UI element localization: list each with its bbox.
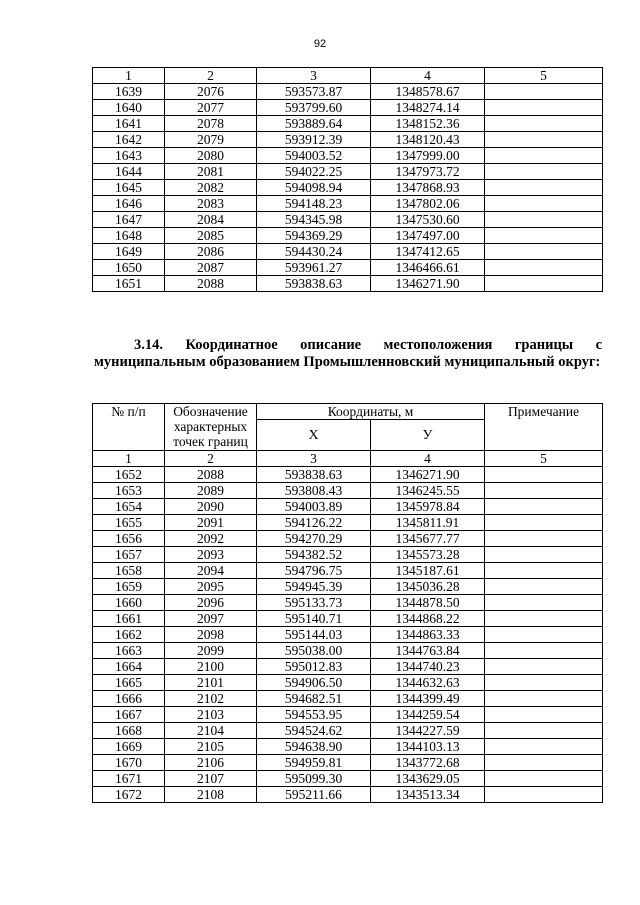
row-number: 1653 bbox=[93, 483, 165, 499]
table-row bbox=[93, 579, 603, 595]
note bbox=[485, 148, 603, 164]
table-row bbox=[93, 116, 603, 132]
coord-x: 593889.64 bbox=[257, 116, 371, 132]
row-number: 1656 bbox=[93, 531, 165, 547]
coord-y: 1347802.06 bbox=[371, 196, 485, 212]
coord-x: 594796.75 bbox=[257, 563, 371, 579]
row-number: 1659 bbox=[93, 579, 165, 595]
table-row bbox=[93, 691, 603, 707]
row-number: 1668 bbox=[93, 723, 165, 739]
table-header-row bbox=[93, 404, 603, 420]
note bbox=[485, 228, 603, 244]
table-row bbox=[93, 228, 603, 244]
note bbox=[485, 164, 603, 180]
point-number: 2089 bbox=[165, 483, 257, 499]
table-row bbox=[93, 84, 603, 100]
note bbox=[485, 116, 603, 132]
header-y: У bbox=[371, 420, 485, 451]
row-number: 1640 bbox=[93, 100, 165, 116]
coord-x: 594369.29 bbox=[257, 228, 371, 244]
column-number: 1 bbox=[93, 68, 165, 84]
row-number: 1658 bbox=[93, 563, 165, 579]
column-number-row bbox=[93, 68, 603, 84]
coord-x: 594148.23 bbox=[257, 196, 371, 212]
header-point-designation: Обозначение характерных точек границ bbox=[165, 404, 257, 451]
point-number: 2078 bbox=[165, 116, 257, 132]
point-number: 2093 bbox=[165, 547, 257, 563]
table-row bbox=[93, 515, 603, 531]
note bbox=[485, 611, 603, 627]
row-number: 1654 bbox=[93, 499, 165, 515]
coord-x: 595144.03 bbox=[257, 627, 371, 643]
coord-y: 1343513.34 bbox=[371, 787, 485, 803]
note bbox=[485, 563, 603, 579]
coord-x: 593961.27 bbox=[257, 260, 371, 276]
table-row bbox=[93, 260, 603, 276]
table-row bbox=[93, 164, 603, 180]
row-number: 1642 bbox=[93, 132, 165, 148]
table-row bbox=[93, 547, 603, 563]
coord-y: 1345573.28 bbox=[371, 547, 485, 563]
header-number: № п/п bbox=[93, 404, 165, 451]
boundary-coordinates-table bbox=[92, 403, 603, 803]
coord-y: 1344863.33 bbox=[371, 627, 485, 643]
note bbox=[485, 659, 603, 675]
coord-x: 593838.63 bbox=[257, 467, 371, 483]
table-row bbox=[93, 483, 603, 499]
table-row bbox=[93, 132, 603, 148]
point-number: 2081 bbox=[165, 164, 257, 180]
note bbox=[485, 100, 603, 116]
row-number: 1649 bbox=[93, 244, 165, 260]
column-number: 1 bbox=[93, 451, 165, 467]
note bbox=[485, 739, 603, 755]
point-number: 2100 bbox=[165, 659, 257, 675]
row-number: 1670 bbox=[93, 755, 165, 771]
coord-y: 1343772.68 bbox=[371, 755, 485, 771]
coord-x: 594430.24 bbox=[257, 244, 371, 260]
row-number: 1652 bbox=[93, 467, 165, 483]
coord-x: 595133.73 bbox=[257, 595, 371, 611]
coord-y: 1346271.90 bbox=[371, 467, 485, 483]
point-number: 2077 bbox=[165, 100, 257, 116]
coord-y: 1347999.00 bbox=[371, 148, 485, 164]
coord-y: 1344227.59 bbox=[371, 723, 485, 739]
table-row bbox=[93, 771, 603, 787]
coord-x: 594382.52 bbox=[257, 547, 371, 563]
point-number: 2076 bbox=[165, 84, 257, 100]
coord-y: 1347973.72 bbox=[371, 164, 485, 180]
table-row bbox=[93, 595, 603, 611]
row-number: 1661 bbox=[93, 611, 165, 627]
header-x: Х bbox=[257, 420, 371, 451]
coord-x: 593573.87 bbox=[257, 84, 371, 100]
point-number: 2090 bbox=[165, 499, 257, 515]
column-number: 3 bbox=[257, 451, 371, 467]
row-number: 1671 bbox=[93, 771, 165, 787]
coord-y: 1344868.22 bbox=[371, 611, 485, 627]
point-number: 2104 bbox=[165, 723, 257, 739]
coord-x: 594270.29 bbox=[257, 531, 371, 547]
table-row bbox=[93, 467, 603, 483]
coord-x: 593838.63 bbox=[257, 276, 371, 292]
note bbox=[485, 196, 603, 212]
coord-x: 594022.25 bbox=[257, 164, 371, 180]
row-number: 1665 bbox=[93, 675, 165, 691]
header-note: Примечание bbox=[485, 404, 603, 451]
note bbox=[485, 515, 603, 531]
point-number: 2091 bbox=[165, 515, 257, 531]
row-number: 1669 bbox=[93, 739, 165, 755]
point-number: 2080 bbox=[165, 148, 257, 164]
point-number: 2098 bbox=[165, 627, 257, 643]
coord-y: 1343629.05 bbox=[371, 771, 485, 787]
coord-x: 593808.43 bbox=[257, 483, 371, 499]
point-number: 2094 bbox=[165, 563, 257, 579]
coord-y: 1345036.28 bbox=[371, 579, 485, 595]
coord-y: 1348274.14 bbox=[371, 100, 485, 116]
coord-y: 1344399.49 bbox=[371, 691, 485, 707]
point-number: 2099 bbox=[165, 643, 257, 659]
header-coordinates: Координаты, м bbox=[257, 404, 485, 420]
point-number: 2088 bbox=[165, 276, 257, 292]
coord-x: 593799.60 bbox=[257, 100, 371, 116]
coord-y: 1345677.77 bbox=[371, 531, 485, 547]
note bbox=[485, 691, 603, 707]
note bbox=[485, 723, 603, 739]
note bbox=[485, 244, 603, 260]
coord-y: 1344632.63 bbox=[371, 675, 485, 691]
row-number: 1641 bbox=[93, 116, 165, 132]
row-number: 1664 bbox=[93, 659, 165, 675]
coord-x: 594682.51 bbox=[257, 691, 371, 707]
point-number: 2085 bbox=[165, 228, 257, 244]
table-row bbox=[93, 755, 603, 771]
coord-x: 595012.83 bbox=[257, 659, 371, 675]
table-row bbox=[93, 707, 603, 723]
column-number: 3 bbox=[257, 68, 371, 84]
coordinates-table-continued bbox=[92, 67, 603, 292]
coord-y: 1345811.91 bbox=[371, 515, 485, 531]
coord-y: 1348120.43 bbox=[371, 132, 485, 148]
coord-y: 1346271.90 bbox=[371, 276, 485, 292]
note bbox=[485, 180, 603, 196]
table-row bbox=[93, 675, 603, 691]
coord-x: 594098.94 bbox=[257, 180, 371, 196]
coord-x: 595211.66 bbox=[257, 787, 371, 803]
note bbox=[485, 547, 603, 563]
coord-y: 1348578.67 bbox=[371, 84, 485, 100]
table-row bbox=[93, 276, 603, 292]
coord-x: 595038.00 bbox=[257, 643, 371, 659]
note bbox=[485, 755, 603, 771]
point-number: 2092 bbox=[165, 531, 257, 547]
note bbox=[485, 276, 603, 292]
point-number: 2103 bbox=[165, 707, 257, 723]
coord-x: 594003.89 bbox=[257, 499, 371, 515]
coord-y: 1347412.65 bbox=[371, 244, 485, 260]
coord-x: 594945.39 bbox=[257, 579, 371, 595]
point-number: 2082 bbox=[165, 180, 257, 196]
coord-x: 594003.52 bbox=[257, 148, 371, 164]
column-number: 4 bbox=[371, 451, 485, 467]
row-number: 1666 bbox=[93, 691, 165, 707]
point-number: 2095 bbox=[165, 579, 257, 595]
table-row bbox=[93, 563, 603, 579]
note bbox=[485, 707, 603, 723]
point-number: 2105 bbox=[165, 739, 257, 755]
row-number: 1648 bbox=[93, 228, 165, 244]
table-row bbox=[93, 611, 603, 627]
page-number: 92 bbox=[313, 38, 327, 50]
coord-y: 1345187.61 bbox=[371, 563, 485, 579]
note bbox=[485, 675, 603, 691]
coord-x: 594959.81 bbox=[257, 755, 371, 771]
note bbox=[485, 260, 603, 276]
coord-y: 1347868.93 bbox=[371, 180, 485, 196]
point-number: 2101 bbox=[165, 675, 257, 691]
coord-x: 594638.90 bbox=[257, 739, 371, 755]
section-number: 3.14. bbox=[134, 337, 163, 353]
coord-x: 594524.62 bbox=[257, 723, 371, 739]
coord-x: 594345.98 bbox=[257, 212, 371, 228]
coord-x: 595099.30 bbox=[257, 771, 371, 787]
row-number: 1660 bbox=[93, 595, 165, 611]
table-row bbox=[93, 659, 603, 675]
point-number: 2084 bbox=[165, 212, 257, 228]
table-row bbox=[93, 499, 603, 515]
coord-y: 1346245.55 bbox=[371, 483, 485, 499]
note bbox=[485, 132, 603, 148]
note bbox=[485, 84, 603, 100]
point-number: 2106 bbox=[165, 755, 257, 771]
point-number: 2096 bbox=[165, 595, 257, 611]
coord-y: 1348152.36 bbox=[371, 116, 485, 132]
row-number: 1655 bbox=[93, 515, 165, 531]
row-number: 1645 bbox=[93, 180, 165, 196]
table-row bbox=[93, 627, 603, 643]
coord-y: 1344740.23 bbox=[371, 659, 485, 675]
point-number: 2079 bbox=[165, 132, 257, 148]
coord-y: 1344259.54 bbox=[371, 707, 485, 723]
point-number: 2086 bbox=[165, 244, 257, 260]
note bbox=[485, 787, 603, 803]
table-row bbox=[93, 100, 603, 116]
row-number: 1650 bbox=[93, 260, 165, 276]
column-number-row bbox=[93, 451, 603, 467]
row-number: 1667 bbox=[93, 707, 165, 723]
table-row bbox=[93, 212, 603, 228]
point-number: 2102 bbox=[165, 691, 257, 707]
note bbox=[485, 627, 603, 643]
point-number: 2087 bbox=[165, 260, 257, 276]
note bbox=[485, 212, 603, 228]
row-number: 1643 bbox=[93, 148, 165, 164]
row-number: 1663 bbox=[93, 643, 165, 659]
section-title: Координатное описание местоположения границы с муниципальным образованием Промышленновский муниципальный округ: bbox=[94, 337, 603, 370]
coord-y: 1344763.84 bbox=[371, 643, 485, 659]
table-row bbox=[93, 196, 603, 212]
note bbox=[485, 531, 603, 547]
row-number: 1657 bbox=[93, 547, 165, 563]
note bbox=[485, 595, 603, 611]
coord-y: 1347497.00 bbox=[371, 228, 485, 244]
note bbox=[485, 467, 603, 483]
row-number: 1646 bbox=[93, 196, 165, 212]
column-number: 5 bbox=[485, 68, 603, 84]
note bbox=[485, 771, 603, 787]
row-number: 1644 bbox=[93, 164, 165, 180]
table-row bbox=[93, 723, 603, 739]
row-number: 1647 bbox=[93, 212, 165, 228]
row-number: 1662 bbox=[93, 627, 165, 643]
point-number: 2088 bbox=[165, 467, 257, 483]
column-number: 4 bbox=[371, 68, 485, 84]
table-row bbox=[93, 148, 603, 164]
coord-x: 595140.71 bbox=[257, 611, 371, 627]
table-row bbox=[93, 643, 603, 659]
note bbox=[485, 483, 603, 499]
coord-y: 1345978.84 bbox=[371, 499, 485, 515]
coord-x: 593912.39 bbox=[257, 132, 371, 148]
coord-y: 1344878.50 bbox=[371, 595, 485, 611]
column-number: 5 bbox=[485, 451, 603, 467]
column-number: 2 bbox=[165, 451, 257, 467]
point-number: 2108 bbox=[165, 787, 257, 803]
table-row bbox=[93, 180, 603, 196]
note bbox=[485, 643, 603, 659]
table-row bbox=[93, 787, 603, 803]
column-number: 2 bbox=[165, 68, 257, 84]
note bbox=[485, 499, 603, 515]
coord-x: 594126.22 bbox=[257, 515, 371, 531]
coord-y: 1346466.61 bbox=[371, 260, 485, 276]
point-number: 2097 bbox=[165, 611, 257, 627]
coord-y: 1347530.60 bbox=[371, 212, 485, 228]
row-number: 1651 bbox=[93, 276, 165, 292]
section-heading bbox=[94, 337, 602, 371]
coord-y: 1344103.13 bbox=[371, 739, 485, 755]
coord-x: 594553.95 bbox=[257, 707, 371, 723]
table-row bbox=[93, 531, 603, 547]
coord-x: 594906.50 bbox=[257, 675, 371, 691]
point-number: 2083 bbox=[165, 196, 257, 212]
row-number: 1639 bbox=[93, 84, 165, 100]
point-number: 2107 bbox=[165, 771, 257, 787]
note bbox=[485, 579, 603, 595]
row-number: 1672 bbox=[93, 787, 165, 803]
table-row bbox=[93, 244, 603, 260]
table-row bbox=[93, 739, 603, 755]
